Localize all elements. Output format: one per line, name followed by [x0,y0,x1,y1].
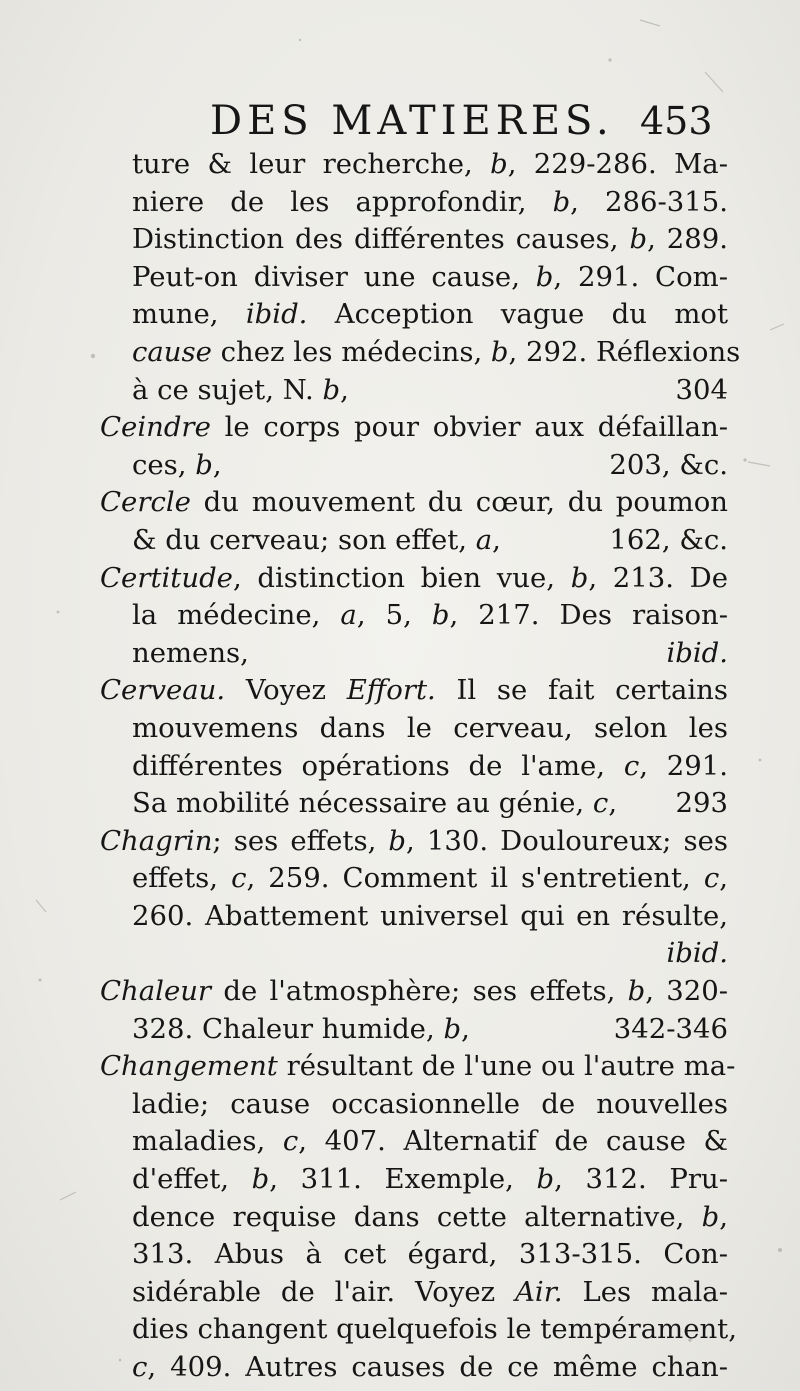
entry-text: , 229-286. Ma- [507,148,728,180]
italic-term: b [627,975,646,1008]
page-reference: ibid. [666,636,728,669]
entry-text: , [608,787,618,820]
entry-text: , 213. De [588,561,728,594]
italic-term: Ceindre [100,411,211,444]
italic-term: b [388,824,407,857]
index-entry-line [0,672,800,710]
index-entry-line [0,484,800,522]
italic-term: Cerveau. [100,674,226,707]
entry-text: d'effet, [132,1163,252,1196]
entry-text: sidérable de l'air. Voyez [132,1275,516,1308]
index-entry-line [0,1048,800,1086]
entry-text: , 312. Pru- [554,1163,728,1196]
page-reference: 293 [675,787,728,820]
running-title: DES MATIERES. [210,98,614,144]
entry-text: effets, [132,862,232,895]
italic-term: a [475,523,493,556]
entry-text: , 5, [356,599,432,632]
italic-term: b [570,561,589,594]
italic-term: c [282,1125,299,1158]
entry-text: , 259. Comment il s'entretient, [246,862,704,895]
italic-term: Chaleur [100,975,212,1008]
page-reference: 162, &c. [609,523,728,556]
index-continuation-line [0,1123,800,1161]
entry-text: Distinction des différentes causes, [132,223,630,256]
italic-term: Air. [515,1275,563,1308]
italic-term: cause [132,335,212,368]
index-continuation-line [0,1236,800,1274]
entry-text: nemens, [132,636,249,669]
entry-text: , 311. Exemple, [269,1163,537,1196]
entry-text: , 292. Réflexions [508,335,741,368]
entry-text: à ce sujet, N. [132,373,323,406]
index-continuation-line [0,1199,800,1237]
index-continuation-line [0,372,800,410]
page-number: 453 [640,99,713,143]
entry-text: maladies, [132,1125,283,1158]
page-reference: 304 [675,373,728,406]
index-continuation-line [0,710,800,748]
index-continuation-line [0,296,800,334]
entry-text: le corps pour obvier aux défaillan- [210,411,728,444]
entry-text: du mouvement du cœur, du poumon [190,486,728,519]
italic-term: a [340,599,357,632]
italic-term: b [490,148,508,180]
italic-term: c [132,1351,148,1383]
index-entry-line [0,409,800,447]
italic-term: Effort. [346,674,436,707]
entry-text: Voyez [225,674,347,707]
entry-text: chez les médecins, [211,335,491,368]
italic-term: c [592,787,609,820]
italic-term: Cercle [100,486,191,519]
index-continuation-line [0,748,800,786]
entry-text: résultant de l'une ou l'autre ma- [277,1050,736,1083]
index-continuation-line [0,522,800,560]
index-continuation-line [0,898,800,936]
italic-term: b [629,223,648,256]
entry-text: & du cerveau; son effet, [132,523,476,556]
entry-text: , [212,448,222,481]
italic-term: b [490,335,509,368]
entry-text: , 291. Com- [553,260,728,293]
italic-term: b [251,1163,270,1196]
italic-term: b [322,373,341,406]
entry-text: mouvemens dans le cerveau, selon les [132,711,728,744]
entry-text: Acception vague du mot [307,298,728,331]
index-continuation-line [0,1274,800,1312]
italic-term: ibid. [245,298,308,331]
italic-term: Chagrin [100,824,213,857]
entry-text: ; ses effets, [212,824,389,857]
index-continuation-line [0,935,800,973]
entry-text: dies changent quelquefois le tempérament, [132,1313,737,1346]
index-entry-line [0,560,800,598]
index-entry-line [0,823,800,861]
entry-text: , [719,862,729,895]
index-continuation-line [0,146,800,184]
index-continuation-line [0,597,800,635]
entry-text: ladie; cause occasionnelle de nouvelles [132,1087,728,1120]
entry-text: niere de les approfondir, [132,185,553,218]
entry-text: , [492,523,501,556]
entry-text: 328. Chaleur humide, [132,1012,444,1045]
index-continuation-line [0,1011,800,1049]
italic-term: Changement [100,1050,278,1083]
italic-term: Certitude [100,561,233,594]
entry-text: 313. Abus à cet égard, 313-315. Con- [132,1238,728,1271]
page-reference: ibid. [666,937,728,970]
index-continuation-line [0,1086,800,1124]
index-continuation-line [0,184,800,222]
entry-text: Peut-on diviser une cause, [132,260,536,293]
entry-text: , 320- [645,975,728,1008]
entry-text: , 130. Douloureux; ses [406,824,729,857]
italic-term: b [535,260,554,293]
entry-text: ces, [132,448,196,481]
index-continuation-line [0,221,800,259]
entry-text: , [719,1200,728,1233]
entry-text: 260. Abattement universel qui en résulte, [132,899,728,932]
entry-text: , distinction bien vue, [232,561,571,594]
index-entry-line [0,973,800,1011]
italic-term: b [195,448,213,481]
index-continuation-line [0,1161,800,1199]
italic-term: c [231,862,247,895]
entry-text: différentes opérations de l'ame, [132,749,624,782]
italic-term: b [431,599,450,632]
entry-text: Les mala- [562,1275,728,1308]
entry-text: , 291. [639,749,729,782]
entry-text: , 409. Autres causes de ce même chan- [147,1351,728,1383]
entry-text: , 217. Des raison- [449,599,729,632]
entry-text: mune, [132,298,246,331]
page-reference: 203, &c. [609,448,728,481]
italic-term: b [443,1012,462,1045]
index-continuation-line [0,447,800,485]
entry-text: , 289. [647,223,729,256]
entry-text: , 407. Alternatif de cause & [298,1125,728,1158]
entry-text: Sa mobilité nécessaire au génie, [132,787,593,820]
index-continuation-line [0,860,800,898]
italic-term: b [536,1163,555,1196]
italic-term: b [552,185,571,218]
index-continuation-line [0,635,800,673]
entry-text: la médecine, [132,599,341,632]
italic-term: c [703,862,720,895]
italic-term: c [623,749,640,782]
entry-text: Il se fait certains [435,674,728,707]
italic-term: b [701,1200,720,1233]
entry-text: , [340,373,349,406]
page-header [0,96,800,146]
entry-text: de l'atmosphère; ses effets, [211,975,628,1008]
index-text [0,146,800,1387]
index-continuation-line [0,334,800,372]
index-continuation-line [0,259,800,297]
entry-text: , [461,1012,470,1045]
index-continuation-line [0,785,800,823]
index-continuation-line [0,1311,800,1349]
page-reference: 342-346 [613,1012,728,1045]
entry-text: dence requise dans cette alternative, [132,1200,702,1233]
entry-text: , 286-315. [570,185,728,218]
index-continuation-line [0,1349,800,1387]
entry-text: ture & leur recherche, [132,148,491,180]
